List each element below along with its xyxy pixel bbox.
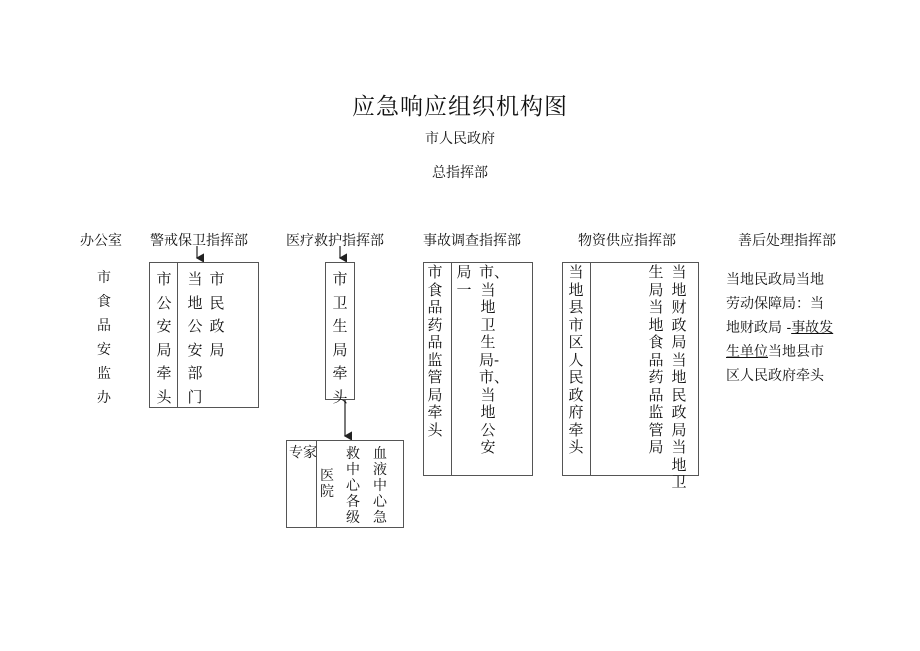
header-investigation: 事故调查指挥部 bbox=[423, 233, 521, 249]
incident-unit: 事故发生单位 bbox=[726, 320, 834, 360]
header-medical: 医疗救护指挥部 bbox=[286, 233, 384, 249]
blood-center-text: 血液中心急 bbox=[373, 446, 387, 526]
header-supply: 物资供应指挥部 bbox=[578, 233, 676, 249]
hospital-text: 医院 bbox=[320, 468, 334, 500]
aftermath-text bbox=[726, 268, 836, 388]
office-column-text: 市食品安监办 bbox=[97, 270, 111, 406]
supply-lead-text: 当地县市区人民政府牵头 bbox=[568, 263, 584, 456]
security-divider bbox=[177, 262, 178, 408]
medical-lead-text: 市卫生局牵头 bbox=[332, 270, 348, 406]
first-aid-levels-text: 救中心各级 bbox=[346, 446, 360, 526]
investigation-lead-text: 市食品药品监管局牵头 bbox=[427, 263, 443, 439]
security-local-police-text: 当地公安部门 bbox=[187, 270, 203, 406]
aftermath-agencies: 当地民政局当地劳动保障局：当地财政局 - bbox=[726, 272, 824, 336]
city-government-label: 市人民政府 bbox=[425, 131, 495, 147]
investigation-agencies-text: 市、当地卫生局-市、当地公安 bbox=[479, 263, 510, 456]
security-lead-text: 市公安局牵头 bbox=[156, 270, 172, 406]
header-aftermath: 善后处理指挥部 bbox=[738, 233, 836, 249]
supply-divider bbox=[590, 262, 591, 476]
aftermath-lead: 当地县市区人民政府牵头 bbox=[726, 344, 824, 384]
investigation-bureau-text: 局一 bbox=[456, 263, 472, 299]
header-office: 办公室 bbox=[80, 233, 122, 249]
general-headquarters-label: 总指挥部 bbox=[432, 165, 488, 181]
supply-finance-civil-text: 当地财政局当地民政局当地卫 bbox=[671, 263, 687, 491]
expert-label: 专家 bbox=[289, 445, 317, 461]
security-civil-affairs-text: 市民政局 bbox=[209, 270, 225, 359]
investigation-divider bbox=[451, 262, 452, 476]
page-title: 应急响应组织机构图 bbox=[352, 94, 568, 120]
supply-food-drug-text: 生局当地食品药品监管局 bbox=[648, 263, 664, 456]
header-security: 警戒保卫指挥部 bbox=[150, 233, 248, 249]
